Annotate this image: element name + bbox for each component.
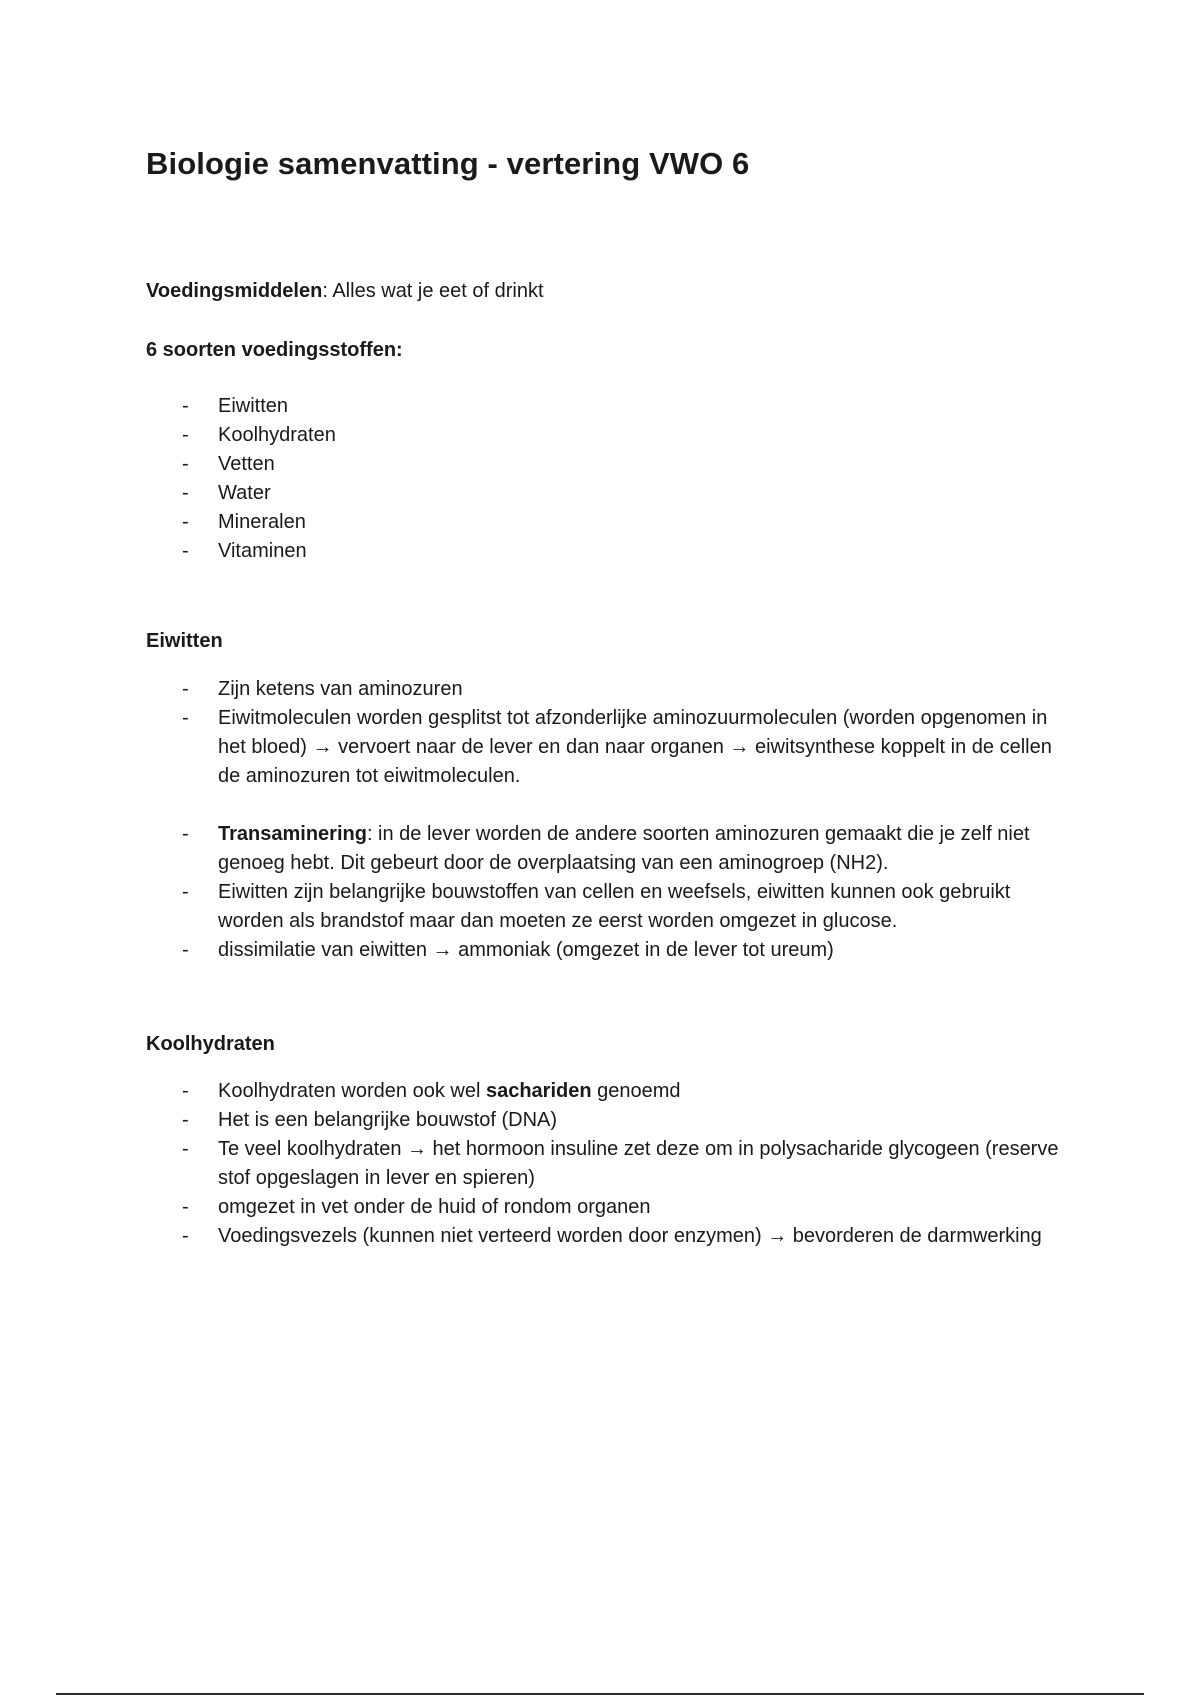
sachariden-term: sachariden <box>485 1080 592 1102</box>
nutrients-heading: 6 soorten voedingsstoffen: <box>146 339 403 361</box>
definition-text: : Alles wat je eet of drinkt <box>322 280 544 302</box>
list-item: - omgezet in vet onder de huid of rondom organen <box>146 1193 1076 1222</box>
definition-voedingsmiddelen <box>146 278 544 304</box>
document-title: Biologie samenvatting - vertering VWO 6 <box>146 146 750 181</box>
list-item: - Eiwitten <box>146 392 1076 421</box>
list-item: - Mineralen <box>146 508 1076 537</box>
list-item-transaminering <box>146 820 1076 878</box>
sachariden-post: genoemd <box>591 1080 681 1102</box>
list-item: - Voedingsvezels (kunnen niet verteerd worden door enzymen) → bevorderen de darmwerking <box>146 1222 1076 1251</box>
sachariden-pre: Koolhydraten worden ook wel <box>218 1080 486 1102</box>
list-item: - Vitaminen <box>146 537 1076 566</box>
nutrients-list <box>146 392 1076 566</box>
list-item: - Vetten <box>146 450 1076 479</box>
transaminering-term: Transaminering <box>218 823 367 845</box>
list-item: - Water <box>146 479 1076 508</box>
list-item: - Zijn ketens van aminozuren <box>146 675 1076 704</box>
list-item: - dissimilatie van eiwitten → ammoniak (omgezet in de lever tot ureum) <box>146 936 1076 965</box>
eiwitten-list <box>146 675 1076 965</box>
definition-term: Voedingsmiddelen <box>146 280 323 302</box>
koolhydraten-list <box>146 1077 1076 1251</box>
eiwitten-heading: Eiwitten <box>146 630 223 652</box>
list-item: - Koolhydraten <box>146 421 1076 450</box>
list-item: - Het is een belangrijke bouwstof (DNA) <box>146 1106 1076 1135</box>
bottom-divider <box>56 1693 1144 1695</box>
koolhydraten-heading: Koolhydraten <box>146 1033 275 1055</box>
list-item-sachariden <box>146 1077 1076 1106</box>
list-item: - Eiwitmoleculen worden gesplitst tot afzonderlijke aminozuurmoleculen (worden opgenomen in het bloed) → vervoert naar de lever en dan naar organen → eiwitsynthese koppelt in de cellen de aminozuren tot eiwitmoleculen. <box>146 704 1076 791</box>
list-item: - Eiwitten zijn belangrijke bouwstoffen van cellen en weefsels, eiwitten kunnen ook gebruikt worden als brandstof maar dan moeten ze eerst worden omgezet in glucose. <box>146 878 1076 936</box>
list-item: - Te veel koolhydraten → het hormoon insuline zet deze om in polysacharide glycogeen (reserve stof opgeslagen in lever en spieren) <box>146 1135 1076 1193</box>
transaminering-text: : in de lever worden de andere soorten aminozuren gemaakt die je zelf niet genoeg hebt. Dit gebeurt door de overplaatsing van een aminogroep (NH2). <box>218 823 1030 874</box>
